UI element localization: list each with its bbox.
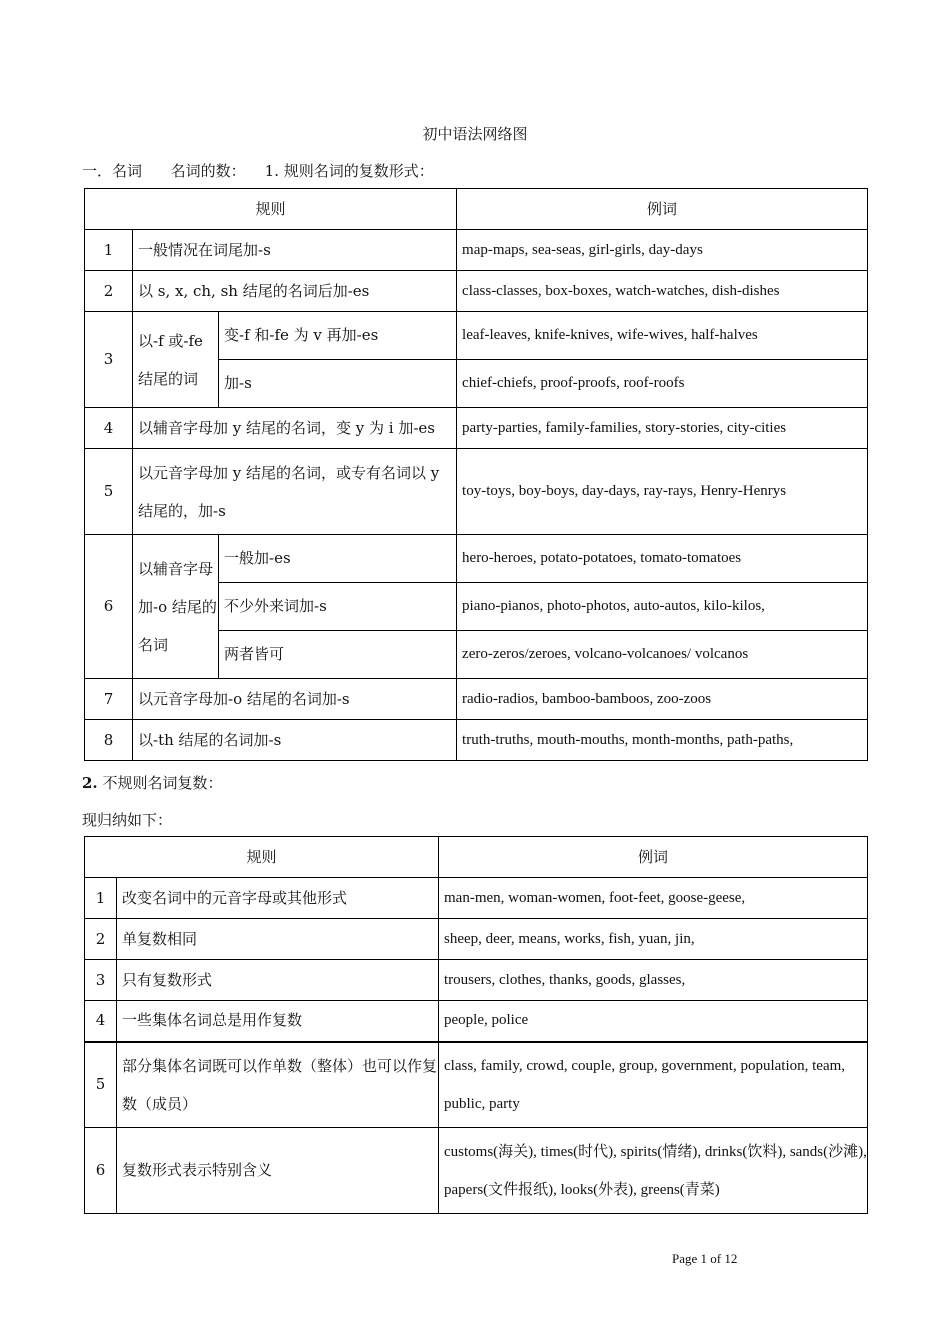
row-number: 8: [85, 720, 133, 761]
table-row: [85, 449, 868, 535]
rule-cell: 以 s, x, ch, sh 结尾的名词后加-es: [133, 271, 457, 312]
table-row: [85, 1042, 868, 1128]
table-row: [85, 919, 868, 960]
row-number: 5: [85, 449, 133, 535]
row-number: 2: [85, 271, 133, 312]
example-cell: hero-heroes, potato-potatoes, tomato-tomatoes: [457, 535, 868, 583]
table-row: [85, 960, 868, 1001]
table-row: [85, 271, 868, 312]
rule-cell: 加-s: [219, 360, 457, 408]
example-cell: class-classes, box-boxes, watch-watches, dish-dishes: [457, 271, 868, 312]
table-row: [85, 720, 868, 761]
example-cell: chief-chiefs, proof-proofs, roof-roofs: [457, 360, 868, 408]
row-number: 4: [85, 1001, 117, 1042]
page-title: 初中语法网络图: [422, 125, 528, 143]
example-cell: man-men, woman-women, foot-feet, goose-geese,: [439, 878, 868, 919]
row-number: 3: [85, 960, 117, 1001]
example-cell: trousers, clothes, thanks, goods, glasses,: [439, 960, 868, 1001]
table-row: [85, 312, 868, 360]
heading-text: 不规则名词复数：: [97, 774, 223, 792]
row-number: 1: [85, 230, 133, 271]
table-row: [85, 535, 868, 583]
page-footer: Page 1 of 12: [672, 1251, 738, 1266]
section-heading-irregular: [82, 772, 222, 793]
table-row: [85, 1128, 868, 1214]
rule-cell: 以元音字母加-o 结尾的名词加-s: [133, 679, 457, 720]
row-number: 6: [85, 1128, 117, 1214]
row-number: 3: [85, 312, 133, 408]
rule-cell: 一般加-es: [219, 535, 457, 583]
row-number: 5: [85, 1042, 117, 1128]
rule-cell: 以辅音字母加 y 结尾的名词，变 y 为 i 加-es: [133, 408, 457, 449]
table-row: [85, 878, 868, 919]
rule-cell: 部分集体名词既可以作单数（整体）也可以作复数（成员）: [117, 1042, 439, 1128]
example-cell: toy-toys, boy-boys, day-days, ray-rays, Henry-Henrys: [457, 449, 868, 535]
rule-cell: 单复数相同: [117, 919, 439, 960]
example-cell: radio-radios, bamboo-bamboos, zoo-zoos: [457, 679, 868, 720]
group-cell: 以-f 或-fe 结尾的词: [133, 312, 219, 408]
section-heading-nouns: 一．名词 名词的数： 1. 规则名词的复数形式：: [82, 162, 434, 180]
example-cell: truth-truths, mouth-mouths, month-months, path-paths,: [457, 720, 868, 761]
rule-cell: 以-th 结尾的名词加-s: [133, 720, 457, 761]
row-number: 1: [85, 878, 117, 919]
irregular-plural-table: [84, 836, 868, 1214]
table-row: [85, 679, 868, 720]
example-cell: sheep, deer, means, works, fish, yuan, jin,: [439, 919, 868, 960]
example-cell: leaf-leaves, knife-knives, wife-wives, half-halves: [457, 312, 868, 360]
rule-cell: 复数形式表示特别含义: [117, 1128, 439, 1214]
example-cell: party-parties, family-families, story-stories, city-cities: [457, 408, 868, 449]
example-cell: class, family, crowd, couple, group, government, population, team, public, party: [439, 1042, 868, 1128]
rule-cell: 只有复数形式: [117, 960, 439, 1001]
rule-cell: 两者皆可: [219, 631, 457, 679]
section-intro: 现归纳如下：: [82, 811, 173, 829]
table-header-row: [85, 189, 868, 230]
example-cell: customs(海关), times(时代), spirits(情绪), drinks(饮料), sands(沙滩), papers(文件报纸), looks(外表), greens(青菜): [439, 1128, 868, 1214]
rule-cell: 不少外来词加-s: [219, 583, 457, 631]
header-example: 例词: [439, 837, 868, 878]
table-row: [85, 408, 868, 449]
header-example: 例词: [457, 189, 868, 230]
example-cell: piano-pianos, photo-photos, auto-autos, kilo-kilos,: [457, 583, 868, 631]
row-number: 6: [85, 535, 133, 679]
regular-plural-table: [84, 188, 868, 761]
rule-cell: 改变名词中的元音字母或其他形式: [117, 878, 439, 919]
rule-cell: 一般情况在词尾加-s: [133, 230, 457, 271]
header-rule: 规则: [85, 189, 457, 230]
rule-cell: 以元音字母加 y 结尾的名词，或专有名词以 y 结尾的，加-s: [133, 449, 457, 535]
heading-number: 2.: [82, 774, 98, 792]
example-cell: people, police: [439, 1001, 868, 1042]
row-number: 2: [85, 919, 117, 960]
table-row: [85, 230, 868, 271]
row-number: 4: [85, 408, 133, 449]
header-rule: 规则: [85, 837, 439, 878]
group-cell: 以辅音字母加-o 结尾的名词: [133, 535, 219, 679]
table-header-row: [85, 837, 868, 878]
row-number: 7: [85, 679, 133, 720]
example-cell: map-maps, sea-seas, girl-girls, day-days: [457, 230, 868, 271]
example-cell: zero-zeros/zeroes, volcano-volcanoes/ volcanos: [457, 631, 868, 679]
table-row: [85, 1001, 868, 1042]
rule-cell: 一些集体名词总是用作复数: [117, 1001, 439, 1042]
rule-cell: 变-f 和-fe 为 v 再加-es: [219, 312, 457, 360]
